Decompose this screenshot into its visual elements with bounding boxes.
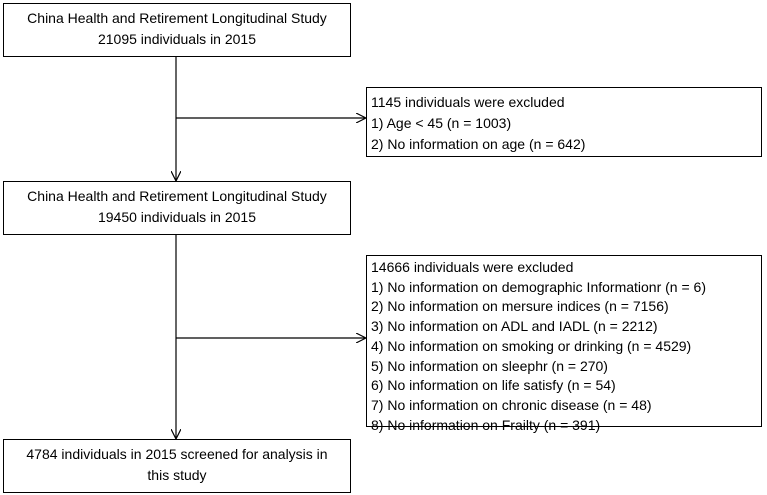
final-cohort-box	[3, 439, 351, 493]
exclusion-2-item: 1) No information on demographic Informationr (n = 6)	[371, 278, 706, 295]
exclusion-2-item: 4) No information on smoking or drinking (n = 4529)	[371, 337, 692, 354]
intermediate-cohort-count: 19450 individuals in 2015	[97, 209, 256, 225]
final-cohort-description: 4784 individuals in 2015 screened for analysis in	[26, 446, 328, 462]
exclusion-2-item: 3) No information on ADL and IADL (n = 2212)	[371, 318, 658, 335]
intermediate-cohort-box	[3, 181, 351, 235]
exclusion-box-age	[366, 87, 762, 157]
exclusion-1-header: 1145 individuals were excluded	[371, 94, 565, 110]
exclusion-box-missing-data	[366, 255, 762, 433]
exclusion-2-header: 14666 individuals were excluded	[371, 259, 574, 275]
initial-cohort-count: 21095 individuals in 2015	[97, 31, 256, 47]
intermediate-cohort-study-name: China Health and Retirement Longitudinal Study	[27, 188, 327, 204]
exclusion-2-item: 6) No information on life satisfy (n = 54)	[371, 377, 616, 394]
exclusion-2-item: 2) No information on mersure indices (n = 7156)	[371, 298, 669, 315]
exclusion-1-item: 1) Age < 45 (n = 1003)	[371, 115, 512, 131]
exclusion-2-item: 8) No information on Frailty (n = 391)	[371, 416, 601, 433]
exclusion-1-item: 2) No information on age (n = 642)	[371, 136, 586, 152]
final-cohort-description-cont: this study	[147, 467, 207, 483]
exclusion-2-item: 7) No information on chronic disease (n = 48)	[371, 396, 652, 413]
initial-cohort-box	[3, 3, 351, 57]
initial-cohort-study-name: China Health and Retirement Longitudinal Study	[27, 10, 327, 26]
exclusion-2-item: 5) No information on sleephr (n = 270)	[371, 357, 608, 374]
